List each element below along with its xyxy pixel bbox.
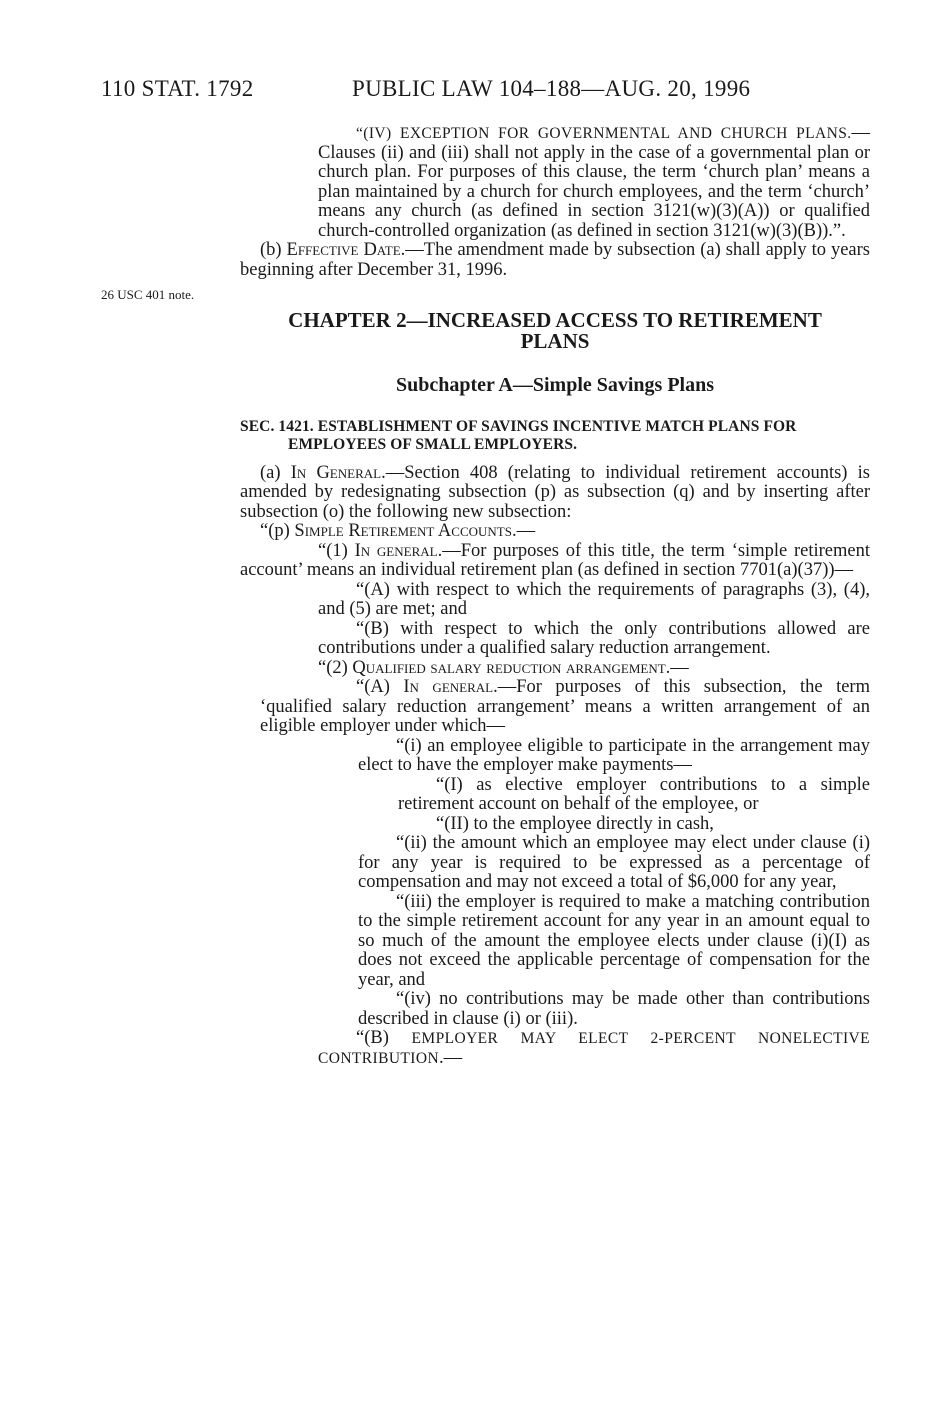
clause-heading: “(IV) EXCEPTION FOR GOVERNMENTAL AND CHURCH PLANS.	[356, 125, 852, 142]
para-text: .—The amendment made by subsection (a) shall apply to years beginning after December 31, 1996.	[240, 240, 870, 280]
para-label: (b)	[260, 240, 287, 260]
para-label: “(A)	[356, 677, 404, 697]
para-label: “(2)	[318, 657, 353, 678]
clause-iv-b: “(iv) no contributions may be made other than contributions described in clause (i) or (iii).	[358, 989, 870, 1029]
clause-ii: “(ii) the amount which an employee may elect under clause (i) for any year is required to be expressed as a percentage of compensation and may not exceed a total of $6,000 for any year,	[358, 833, 870, 892]
page-reference: 110 STAT. 1792	[101, 76, 254, 101]
paragraph-1-A: “(A) with respect to which the requirements of paragraphs (3), (4), and (5) are met; and	[318, 579, 870, 619]
clause-iv	[240, 124, 870, 241]
para-label: “(B)	[356, 1028, 412, 1048]
para-text: .—	[665, 657, 689, 678]
para-heading: Simple Retirement Accounts	[294, 521, 512, 541]
section-title: ESTABLISHMENT OF SAVINGS INCENTIVE MATCH PLANS FOR EMPLOYEES OF SMALL EMPLOYERS.	[288, 417, 797, 453]
subclause-II: “(II) to the employee directly in cash,	[436, 813, 714, 834]
effective-date	[240, 241, 870, 280]
section-number: SEC. 1421.	[240, 417, 314, 435]
para-text: .—For purposes of this subsection, the term ‘qualified salary reduction arrangement’ means a written arrangement of an eligible employer under which—	[260, 677, 870, 736]
para-a	[240, 464, 870, 523]
para-label: “(p)	[260, 521, 295, 541]
para-heading: Qualified salary reduction arrangement	[352, 657, 666, 678]
para-heading: In General	[290, 462, 382, 483]
paragraph-2-A	[240, 678, 870, 737]
para-text: .—	[511, 521, 536, 541]
paragraph-1-B: “(B) with respect to which the only contributions allowed are contributions under a qualified salary reduction arrangement.	[318, 618, 870, 658]
chapter-heading: CHAPTER 2—INCREASED ACCESS TO RETIREMENT PLANS	[288, 308, 822, 353]
para-heading: In general	[354, 540, 438, 561]
subclause-I: “(I) as elective employer contributions to a simple retirement account on behalf of the employee, or	[398, 774, 870, 814]
subchapter-heading: Subchapter A—Simple Savings Plans	[395, 374, 715, 396]
subsection-p	[240, 522, 870, 542]
para-label: (a)	[260, 462, 291, 483]
para-heading: In general	[403, 677, 494, 697]
running-header: PUBLIC LAW 104–188—AUG. 20, 1996	[352, 76, 751, 101]
clause-i: “(i) an employee eligible to participate in the arrangement may elect to have the employer make payments—	[358, 735, 870, 775]
section-heading	[240, 418, 870, 454]
para-text: .—Section 408 (relating to individual retirement accounts) is amended by redesignating subsection (p) as subsection (q) and by inserting after subsection (o) the following new subsection:	[240, 462, 870, 522]
para-heading: Effective Date	[286, 240, 401, 260]
para-text: .—For purposes of this title, the term ‘simple retirement account’ means an individual retirement plan (as defined in section 7701(a)(37))—	[240, 540, 870, 580]
paragraph-2	[240, 659, 870, 679]
paragraph-1	[240, 542, 870, 581]
margin-note: 26 USC 401 note.	[101, 287, 195, 302]
paragraph-2-B	[240, 1029, 870, 1068]
para-label: “(1)	[318, 540, 355, 561]
clause-text: —Clauses (ii) and (iii) shall not apply in the case of a governmental plan or church plan. For purposes of this clause, the term ‘church plan’ means a plan maintained by a church for church employees, and the term ‘church’ means any church (as defined in section 3121(w)(3)(A)) or qualified church-controlled organization (as defined in section 3121(w)(3)(B)).”.	[318, 123, 870, 241]
para-text: .—	[439, 1047, 463, 1068]
clause-iii: “(iii) the employer is required to make a matching contribution to the simple retirement account for any year in an amount equal to so much of the amount the employee elects under clause (i)(I) as does not exceed the applicable percentage of compensation for the year, and	[358, 891, 870, 990]
body-text	[240, 124, 870, 1068]
para-heading: EMPLOYER MAY ELECT 2-PERCENT NONELECTIVE CONTRIBUTION	[318, 1030, 870, 1067]
